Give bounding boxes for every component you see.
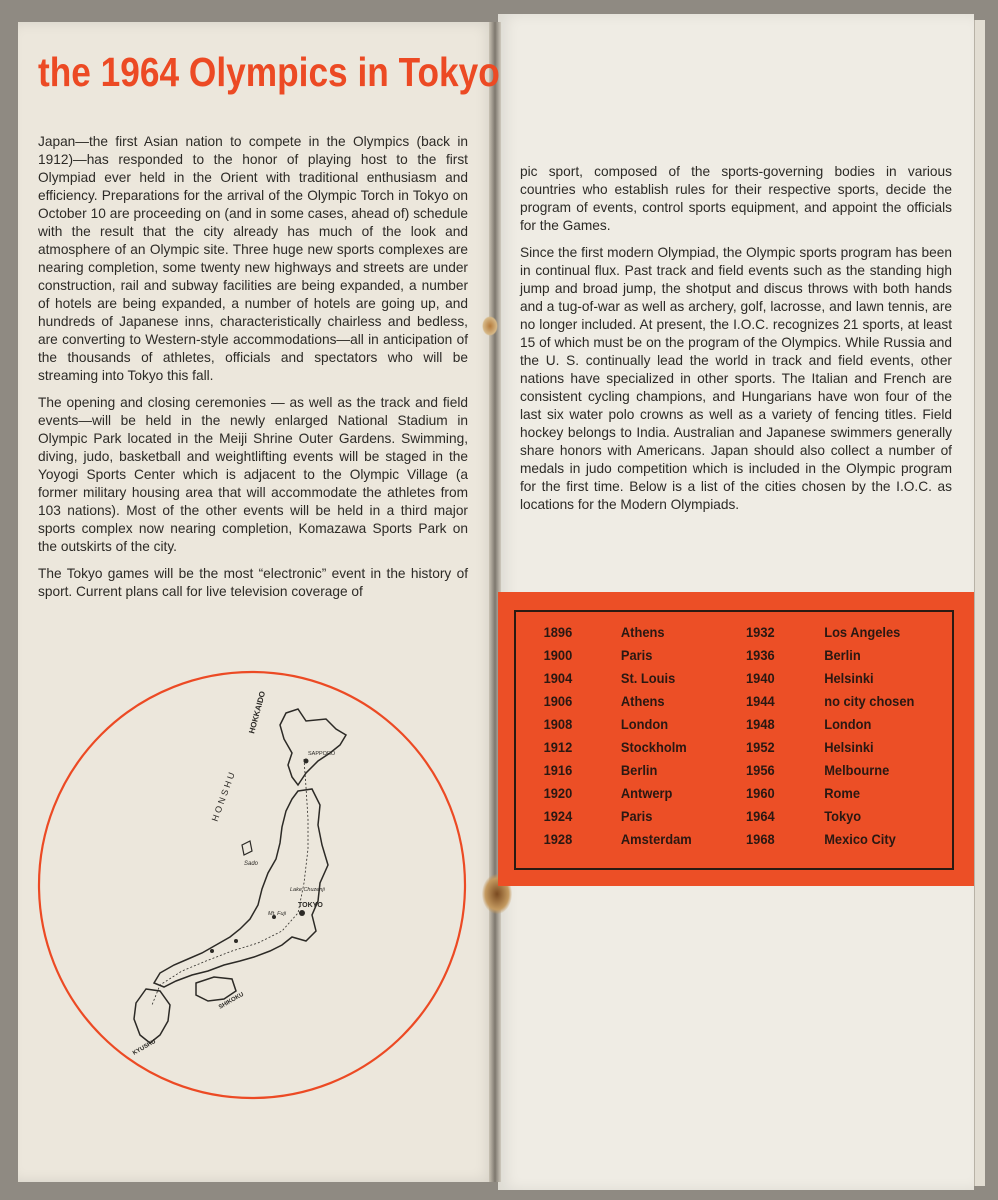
japan-map bbox=[36, 669, 468, 1101]
city-cell: no city chosen bbox=[824, 693, 915, 709]
city-cell: Berlin bbox=[824, 647, 861, 663]
city-cell: Helsinki bbox=[824, 670, 874, 686]
city-cell: Athens bbox=[620, 693, 665, 709]
map-label: Lake Chuzenji bbox=[290, 887, 325, 893]
city-cell: Helsinki bbox=[824, 739, 874, 755]
city-cell: Mexico City bbox=[824, 831, 896, 847]
city-dot bbox=[304, 759, 309, 764]
table-row bbox=[516, 831, 917, 853]
map-label: TOKYO bbox=[298, 902, 323, 909]
paragraph: Japan—the first Asian nation to compete in the Olympics (back in 1912)—has responded to the honor of playing host to the first Olympiad ever held in the Orient with traditional enthusiasm and efficiency. Preparations for the arrival of the Olympic Torch in Tokyo on October 10 are proceeding on (and in some cases, ahead of) schedule with the result that the city already has much of the look and atmosphere of an Olympic site. Three huge new sports complexes are nearing completion, some twenty new highways and streets are under construction, rail and subway facilities are being expanded, a number of hotels are being expanded, a number of hotels are going up, and hundreds of Japanese inns, characteristically chairless and bedless, are converting to Western-style accommodations—all in anticipation of the thousands of athletes, officials and spectators who will be streaming into Tokyo this fall. bbox=[38, 134, 468, 383]
year-cell: 1924 bbox=[543, 808, 573, 824]
map-label: KYUSHU bbox=[132, 1038, 157, 1057]
city-cell: Stockholm bbox=[620, 739, 687, 755]
table-row bbox=[516, 693, 917, 715]
page-title: the 1964 Olympics in Tokyo bbox=[38, 49, 500, 95]
table-row bbox=[516, 785, 917, 807]
year-cell: 1912 bbox=[543, 739, 573, 755]
city-cell: St. Louis bbox=[620, 670, 676, 686]
year-cell: 1952 bbox=[746, 739, 775, 755]
olympiad-cities-panel bbox=[498, 592, 974, 886]
city-cell: London bbox=[824, 716, 872, 732]
year-cell: 1928 bbox=[543, 831, 573, 847]
year-cell: 1896 bbox=[543, 624, 573, 640]
year-cell: 1964 bbox=[746, 808, 775, 824]
year-cell: 1900 bbox=[543, 647, 573, 663]
paragraph: Since the first modern Olympiad, the Olympic sports program has been in continual flux. Past track and field events such as the standing high jump and broad jump, the shotput and discus throws with both hands and a tug-of-war as well as archery, golf, lacrosse, and lawn tennis, are no longer included. At present, the I.O.C. recognizes 21 sports, at least 15 of which must be on the program of the Olympics. While Russia and the U. S. continually lead the world in track and field events, other nations have specialized in other sports. The Italian and French are consistent cycling champions, and Hungarians have won four of the last six water polo crowns as well as a variety of fencing titles. Field hockey belongs to India. Australian and Japanese swimmers generally share honors with Americans. Japan should also collect a number of medals in judo competition which is included in the Olympic program for the first time. Below is a list of the cities chosen by the I.O.C. as locations for the Modern Olympiads. bbox=[520, 245, 952, 512]
year-cell: 1932 bbox=[746, 624, 775, 640]
city-cell: Los Angeles bbox=[824, 624, 901, 640]
right-article-column bbox=[520, 163, 952, 523]
hokkaido-island bbox=[280, 709, 346, 785]
map-label: HOKKAIDO bbox=[247, 690, 268, 735]
sado-island bbox=[242, 841, 252, 855]
city-dot bbox=[210, 949, 214, 953]
page-edge bbox=[974, 20, 985, 1186]
city-cell: Antwerp bbox=[620, 785, 673, 801]
city-dot bbox=[234, 939, 238, 943]
city-cell: Paris bbox=[620, 647, 653, 663]
city-cell: Melbourne bbox=[824, 762, 890, 778]
table-row bbox=[516, 808, 917, 830]
table-row bbox=[516, 670, 917, 692]
city-cell: London bbox=[620, 716, 669, 732]
map-label: Sado bbox=[244, 861, 259, 867]
map-label: SHIKOKU bbox=[218, 991, 245, 1011]
map-label: H O N S H U bbox=[209, 771, 237, 823]
rail-line bbox=[152, 759, 308, 1005]
table-row bbox=[516, 647, 917, 669]
city-dot bbox=[299, 910, 305, 916]
year-cell: 1920 bbox=[543, 785, 573, 801]
kyushu-island bbox=[134, 989, 170, 1043]
city-cell: Amsterdam bbox=[620, 831, 692, 847]
table-row bbox=[516, 762, 917, 784]
year-cell: 1904 bbox=[543, 670, 573, 686]
city-cell: Athens bbox=[620, 624, 665, 640]
shikoku-island bbox=[196, 977, 236, 1001]
olympiad-cities-table bbox=[514, 610, 954, 870]
year-cell: 1956 bbox=[746, 762, 775, 778]
left-article-column bbox=[38, 133, 468, 610]
paragraph: pic sport, composed of the sports-governing bodies in various countries who establish rules for their respective sports, decide the program of events, control sports equipment, and appoint the officials for the Games. bbox=[520, 164, 952, 233]
stain-mark bbox=[482, 316, 498, 336]
city-cell: Tokyo bbox=[824, 808, 862, 824]
table-row bbox=[516, 624, 917, 646]
year-cell: 1968 bbox=[746, 831, 775, 847]
paragraph: The Tokyo games will be the most “electronic” event in the history of sport. Current plans call for live television coverage of bbox=[38, 566, 468, 599]
year-cell: 1948 bbox=[746, 716, 775, 732]
table-row bbox=[516, 739, 917, 761]
city-cell: Berlin bbox=[620, 762, 658, 778]
year-cell: 1940 bbox=[746, 670, 775, 686]
table-row bbox=[516, 716, 917, 738]
year-cell: 1944 bbox=[746, 693, 775, 709]
year-cell: 1960 bbox=[746, 785, 775, 801]
city-cell: Rome bbox=[824, 785, 860, 801]
paragraph: The opening and closing ceremonies — as well as the track and field events—will be held in the newly enlarged National Stadium in Olympic Park located in the Meiji Shrine Outer Gardens. Swimming, diving, judo, basketball and weightlifting events will be staged in the Yoyogi Sports Center which is adjacent to the Olympic Village (a former military housing area that will accommodate the athletes from 103 nations). Most of the other events will be held in a third major sports complex now nearing completion, Komazawa Sports Park on the outskirts of the city. bbox=[38, 395, 468, 554]
year-cell: 1908 bbox=[543, 716, 573, 732]
year-cell: 1906 bbox=[543, 693, 573, 709]
year-cell: 1916 bbox=[543, 762, 573, 778]
year-cell: 1936 bbox=[746, 647, 775, 663]
map-label: Mt. Fuji bbox=[268, 911, 287, 917]
map-label: SAPPORO bbox=[308, 751, 336, 757]
city-cell: Paris bbox=[620, 808, 653, 824]
